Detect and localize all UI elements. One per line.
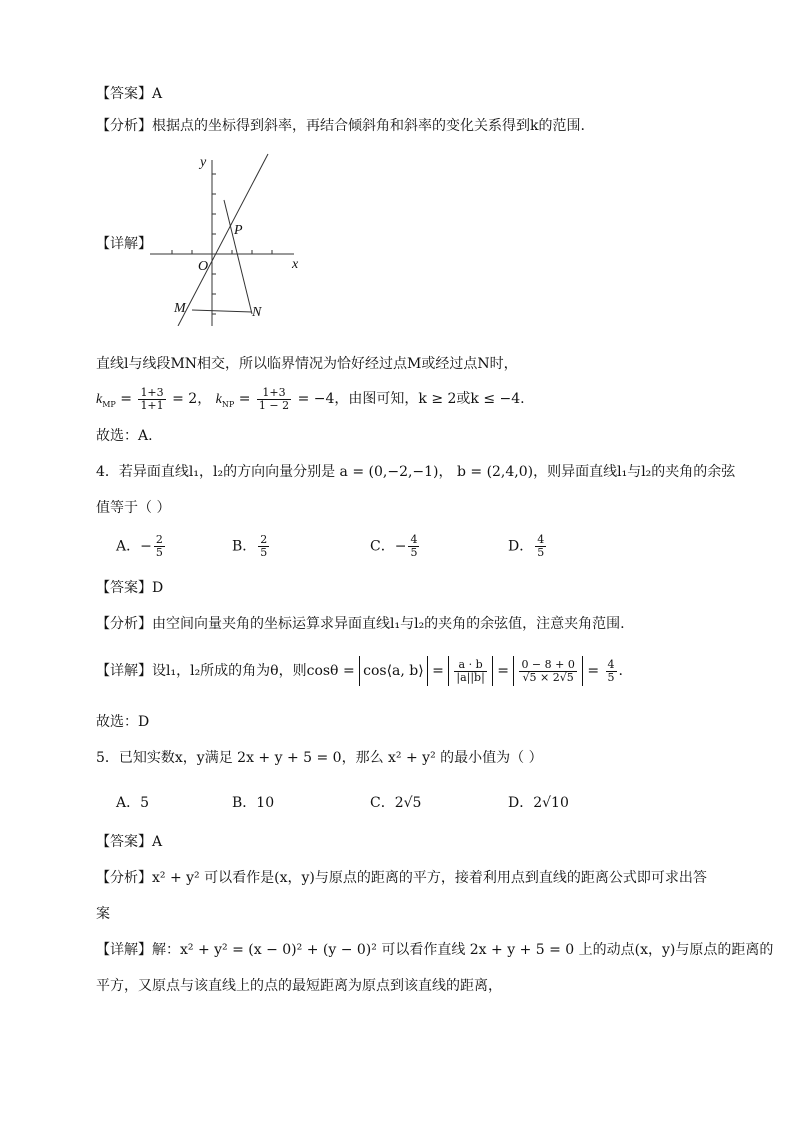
detail-tag: 【详解】 <box>96 236 152 252</box>
q5-detail-line2: 平方，又原点与该直线上的点的最短距离为原点到该直线的距离， <box>96 978 502 994</box>
q5-answer-row: 【答案】A <box>96 834 163 850</box>
k-np-frac: $\frac{1+3}{1 - 2}$ <box>258 385 290 412</box>
q5-option-a: A．5 <box>116 795 150 811</box>
q4-result: $\frac{4}{5}$ <box>607 657 615 684</box>
q5-option-c: C．2√5 <box>370 795 422 811</box>
q5-analysis-line1: x² + y² 可以看作是(x，y)与原点的距离的平方，接着利用点到直线的距离公式即可求出答 <box>152 870 707 886</box>
q4-option-a: A．− $\frac{2}{5}$ <box>116 533 163 559</box>
q4-detail-row: 【详解】设l₁，l₂所成的角为θ，则cosθ = cos⟨a, b⟩ = $\frac{a \cdot b}{|a||b|}$ = $\frac{0 - 8 + 0}{√5 \times 2√5}$ = $\frac{4}{5}$ . <box>96 656 623 686</box>
q3-detail-row <box>96 234 152 254</box>
k-mp-frac: $\frac{1+3}{1+1}$ <box>140 385 164 412</box>
q4-frac1-abs: $\frac{a \cdot b}{|a||b|}$ <box>448 656 492 686</box>
q3-choose: 故选：A. <box>96 428 153 444</box>
k-np-sub: NP <box>221 399 235 409</box>
line-l <box>178 154 268 326</box>
q4-frac2-abs: $\frac{0 - 8 + 0}{√5 \times 2√5}$ <box>513 656 582 686</box>
analysis-tag: 【分析】 <box>96 118 152 134</box>
q4-analysis: 由空间向量夹角的坐标运算求异面直线l₁与l₂的夹角的余弦值，注意夹角范围. <box>152 616 625 632</box>
q4-option-b: B． $\frac{2}{5}$ <box>232 533 268 559</box>
q3-analysis-row <box>96 116 585 136</box>
label-o: O <box>198 259 209 274</box>
answer-tag: 【答案】 <box>96 86 152 102</box>
label-p: P <box>234 223 243 238</box>
q5-answer: A <box>152 834 163 850</box>
k-mp-sub: MP <box>102 399 116 409</box>
label-x: x <box>292 257 299 272</box>
segment-mn <box>192 310 252 312</box>
k-np-value: = −4，由图可知，k ≥ 2或k ≤ −4. <box>297 391 525 407</box>
q5-analysis-row: 【分析】x² + y² 可以看作是(x，y)与原点的距离的平方，接着利用点到直线的距离公式即可求出答 <box>96 870 707 886</box>
q4-cos-abs: cos⟨a, b⟩ <box>359 656 428 686</box>
q3-detail-line1: 直线l与线段MN相交，所以临界情况为恰好经过点M或经过点N时， <box>96 356 518 372</box>
q5-detail-line1: 解：x² + y² = (x − 0)² + (y − 0)² 可以看作直线 2x + y + 5 = 0 上的动点(x，y)与原点的距离的 <box>152 942 774 958</box>
q4-answer: D <box>152 580 164 596</box>
q5-option-b: B．10 <box>232 795 275 811</box>
q5-detail-row: 【详解】解：x² + y² = (x − 0)² + (y − 0)² 可以看作直线 2x + y + 5 = 0 上的动点(x，y)与原点的距离的 <box>96 942 774 958</box>
k-mp-label: k <box>96 392 103 407</box>
q3-answer: A <box>152 86 163 102</box>
q3-figure <box>148 150 308 326</box>
k-np-label: k <box>215 392 222 407</box>
label-m: M <box>174 301 186 316</box>
q4-detail-pre: 设l₁，l₂所成的角为θ，则cosθ = <box>152 663 355 679</box>
label-y: y <box>200 155 207 170</box>
line-np <box>224 200 252 314</box>
k-mp-value: = 2， <box>172 391 212 407</box>
label-n: N <box>252 305 262 320</box>
q4-stem-line2: 值等于（ ） <box>96 500 171 516</box>
q5-option-d: D．2√10 <box>508 795 569 811</box>
q4-option-c: C．− $\frac{4}{5}$ <box>370 533 418 559</box>
q5-analysis-line2: 案 <box>96 906 110 922</box>
q4-stem-line1: 4．若异面直线l₁，l₂的方向向量分别是 a = (0,−2,−1)， b = (2,4,0)，则异面直线l₁与l₂的夹角的余弦 <box>96 464 736 480</box>
q3-answer-row <box>96 84 162 104</box>
q3-slopes: $k_{MP}$ = $\frac{1+3}{1+1}$ = 2， $k_{NP}$ = $\frac{1+3}{1 - 2}$ = −4，由图可知，k ≥ 2或k ≤ −4. <box>96 385 525 412</box>
q4-answer-row: 【答案】D <box>96 580 164 596</box>
q3-analysis: 根据点的坐标得到斜率，再结合倾斜角和斜率的变化关系得到k的范围. <box>152 118 585 134</box>
q4-option-d: D． $\frac{4}{5}$ <box>508 533 545 559</box>
q5-stem: 5．已知实数x，y满足 2x + y + 5 = 0，那么 x² + y² 的最小值为（ ） <box>96 750 543 766</box>
q4-analysis-row: 【分析】由空间向量夹角的坐标运算求异面直线l₁与l₂的夹角的余弦值，注意夹角范围. <box>96 616 625 632</box>
q4-choose: 故选：D <box>96 714 150 730</box>
